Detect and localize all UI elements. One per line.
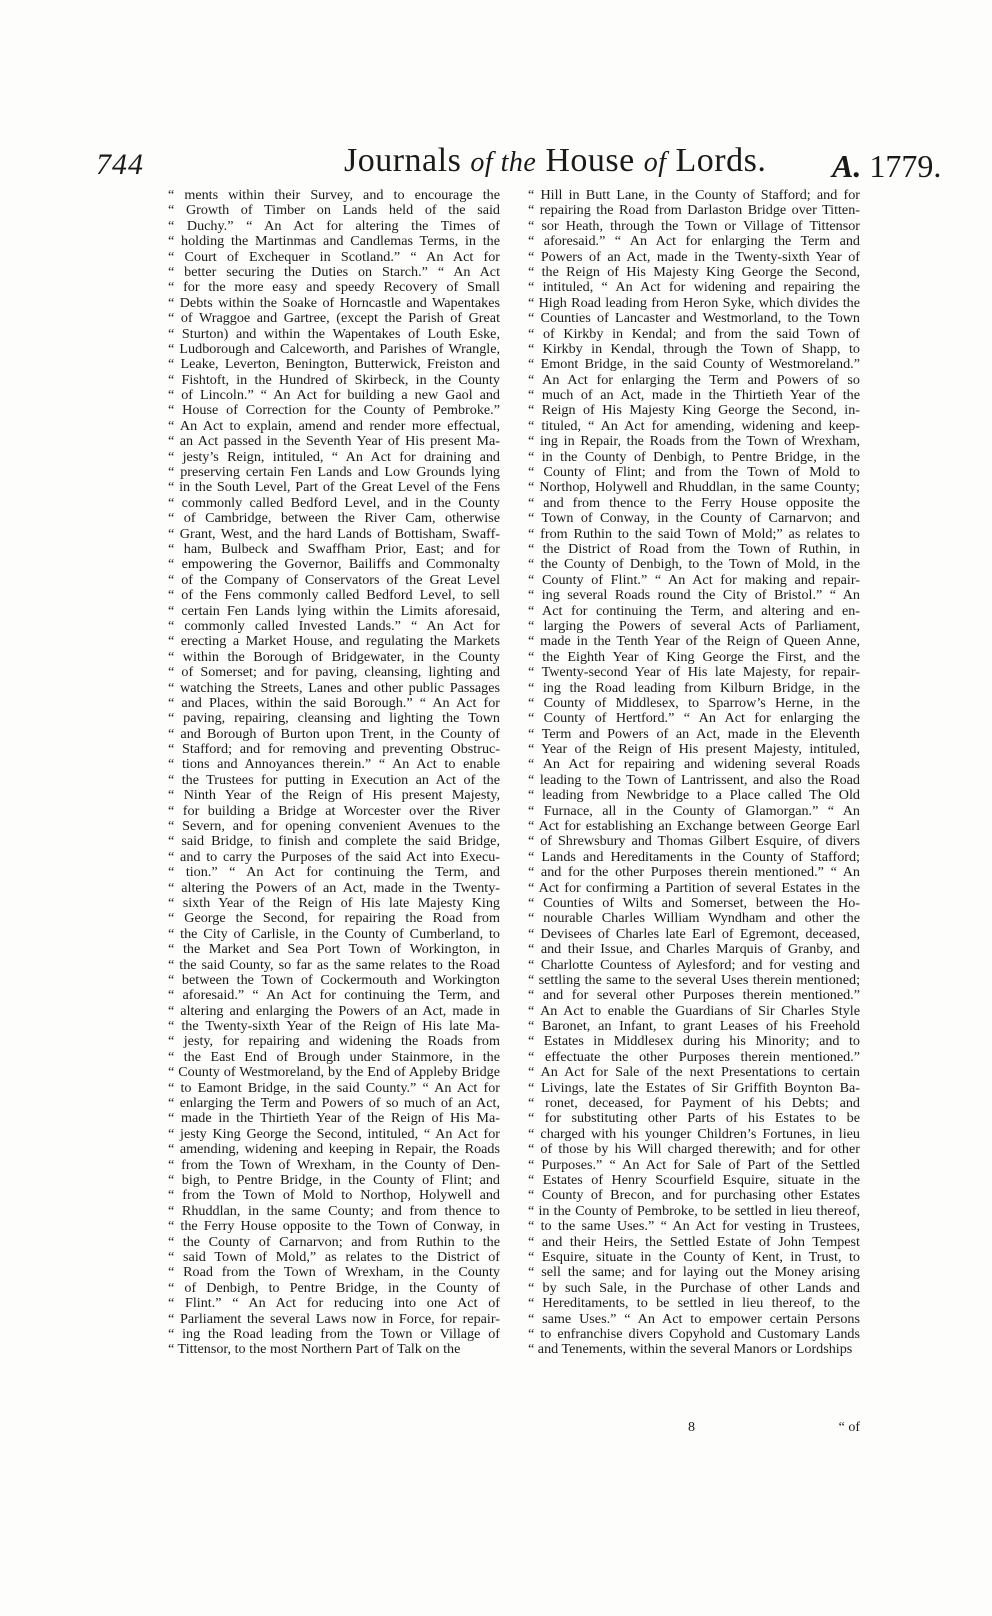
text-line: “ in the South Level, Part of the Great Level of the Fens [168, 480, 500, 496]
text-line: “ Estates in Middlesex during his Minority; and to [528, 1034, 860, 1050]
text-line: “ Road from the Town of Wrexham, in the County [168, 1265, 500, 1281]
title-part: of the [470, 147, 537, 178]
text-line: “ nourable Charles William Wyndham and other the [528, 911, 860, 927]
text-line: “ the District of Road from the Town of Ruthin, in [528, 541, 860, 557]
text-line: “ aforesaid.” “ An Act for continuing the Term, and [168, 988, 500, 1004]
text-line: “ and Places, within the said Borough.” “ An Act for [168, 695, 500, 711]
text-line: “ watching the Streets, Lanes and other public Passages [168, 680, 500, 696]
text-line: “ Town of Conway, in the County of Carnarvon; and [528, 511, 860, 527]
text-line: “ jesty, for repairing and widening the Roads from [168, 1034, 500, 1050]
text-line: “ commonly called Invested Lands.” “ An Act for [168, 618, 500, 634]
text-line: “ the Trustees for putting in Execution an Act of the [168, 772, 500, 788]
text-line: “ Court of Exchequer in Scotland.” “ An Act for [168, 249, 500, 265]
year-value: 1779. [869, 148, 942, 184]
catchword: “ of [838, 1420, 860, 1435]
text-line: “ ing the Road leading from the Town or Village of [168, 1326, 500, 1342]
text-line: “ An Act to enable the Guardians of Sir Charles Style [528, 1003, 860, 1019]
text-line: “ Estates of Henry Scourfield Esquire, situate in the [528, 1173, 860, 1188]
text-line: “ Devisees of Charles late Earl of Egremont, deceased, [528, 926, 860, 942]
text-line: “ aforesaid.” “ An Act for enlarging the Term and [528, 234, 860, 250]
text-line: “ Growth of Timber on Lands held of the said [168, 203, 500, 219]
page-header [96, 142, 956, 192]
text-line: “ Northop, Holywell and Rhuddlan, in the same County; [528, 480, 860, 496]
text-line: “ Purposes.” “ An Act for Sale of Part of the Settled [528, 1157, 860, 1173]
text-line: “ Year of the Reign of His present Majesty, intituled, [528, 742, 860, 758]
text-line: “ of Wraggoe and Gartree, (except the Parish of Great [168, 311, 500, 327]
text-line: “ Ludborough and Calceworth, and Parishes of Wrangle, [168, 341, 500, 357]
text-line: “ said Town of Mold,” as relates to the District of [168, 1249, 500, 1265]
text-line: “ in the County of Denbigh, to Pentre Bridge, in the [528, 449, 860, 465]
text-line: “ an Act passed in the Seventh Year of His present Ma- [168, 434, 500, 450]
text-line: “ Severn, and for opening convenient Avenues to the [168, 819, 500, 835]
text-line: “ intituled, “ An Act for widening and repairing the [528, 280, 860, 296]
text-line: “ tituled, “ An Act for amending, widening and keep- [528, 418, 860, 434]
running-title [344, 142, 766, 180]
text-line: “ within the Borough of Bridgewater, in the County [168, 649, 500, 665]
text-line: “ the County of Denbigh, to the Town of Mold, in the [528, 557, 860, 573]
text-line: “ Rhuddlan, in the same County; and from thence to [168, 1203, 500, 1219]
text-line: “ preserving certain Fen Lands and Low Grounds lying [168, 465, 500, 481]
text-line: “ leading from Newbridge to a Place called The Old [528, 788, 860, 804]
text-line: “ An Act to explain, amend and render more effectual, [168, 418, 500, 434]
title-part: of [643, 147, 667, 178]
text-line: “ Term and Powers of an Act, made in the Eleventh [528, 726, 860, 742]
text-line: “ effectuate the other Purposes therein mentioned.” [528, 1049, 860, 1065]
text-line: “ sixth Year of the Reign of His late Majesty King [168, 895, 500, 911]
text-line: “ to the same Uses.” “ An Act for vesting in Trustees, [528, 1219, 860, 1235]
right-column [528, 188, 860, 1358]
text-line: “ the Reign of His Majesty King George the Second, [528, 264, 860, 280]
text-line: “ repairing the Road from Darlaston Bridge over Titten- [528, 203, 860, 219]
text-line: “ Counties of Lancaster and Westmorland, to the Town [528, 311, 860, 327]
text-line: “ and their Heirs, the Settled Estate of John Tempest [528, 1234, 860, 1250]
text-line: “ Act for continuing the Term, and altering and en- [528, 603, 860, 619]
text-line: “ Hereditaments, to be settled in lieu thereof, to the [528, 1296, 860, 1312]
text-line: “ from the Town of Mold to Northop, Holywell and [168, 1188, 500, 1204]
text-line: “ and for several other Purposes therein mentioned.” [528, 988, 860, 1004]
text-line: “ for building a Bridge at Worcester over the River [168, 803, 500, 819]
text-line: “ from the Town of Wrexham, in the County of Den- [168, 1157, 500, 1173]
text-line: “ County of Westmoreland, by the End of Appleby Bridge [168, 1065, 500, 1081]
text-line: “ said Bridge, to finish and complete the said Bridge, [168, 834, 500, 850]
text-line: “ Ninth Year of the Reign of His present Majesty, [168, 788, 500, 804]
text-line: “ sell the same; and for laying out the Money arising [528, 1265, 860, 1281]
text-line: “ charged with his younger Children’s Fortunes, in lieu [528, 1126, 860, 1142]
text-line: “ Tittensor, to the most Northern Part of Talk on the [168, 1342, 461, 1358]
text-line: “ to Eamont Bridge, in the said County.” “ An Act for [168, 1080, 500, 1096]
text-line: “ Flint.” “ An Act for reducing into one Act of [168, 1296, 500, 1312]
text-line: “ Furnace, all in the County of Glamorgan.” “ An [528, 803, 860, 819]
text-line: “ ham, Bulbeck and Swaffham Prior, East; and for [168, 541, 500, 557]
text-line: “ from Ruthin to the said Town of Mold;” as relates to [528, 526, 860, 542]
text-line: “ High Road leading from Heron Syke, which divides the [528, 295, 860, 311]
left-column [168, 188, 500, 1358]
text-line: “ Emont Bridge, in the said County of Westmoreland.” [528, 357, 860, 373]
text-line: “ of Somerset; and for paving, cleansing, lighting and [168, 665, 500, 681]
page-number: 744 [96, 148, 144, 181]
text-line: “ An Act for repairing and widening several Roads [528, 757, 860, 773]
text-line: “ Stafford; and for removing and preventing Obstruc- [168, 742, 500, 758]
text-line: “ and their Issue, and Charles Marquis of Granby, and [528, 942, 860, 958]
text-line: “ Kirkby in Kendal, through the Town of Shapp, to [528, 341, 860, 357]
text-line: “ County of Flint; and from the Town of Mold to [528, 465, 860, 481]
text-line: “ of the Fens commonly called Bedford Level, to sell [168, 588, 500, 604]
text-line: “ and to carry the Purposes of the said Act into Execu- [168, 849, 500, 865]
text-line: “ Counties of Wilts and Somerset, between the Ho- [528, 895, 860, 911]
text-line: “ tions and Annoyances therein.” “ An Act to enable [168, 757, 500, 773]
text-line: “ of the Company of Conservators of the Great Level [168, 572, 500, 588]
text-line: “ the said County, so far as the same relates to the Road [168, 957, 500, 973]
text-line: “ ments within their Survey, and to encourage the [168, 188, 500, 203]
text-line: “ holding the Martinmas and Candlemas Terms, in the [168, 234, 500, 250]
text-line: “ the Market and Sea Port Town of Workington, in [168, 942, 500, 958]
text-line: “ better securing the Duties on Starch.” “ An Act [168, 264, 500, 280]
text-line: “ jesty King George the Second, intituled, “ An Act for [168, 1126, 500, 1142]
text-line: “ ing the Road leading from Kilburn Bridge, in the [528, 680, 860, 696]
text-line: “ Fishtoft, in the Hundred of Skirbeck, in the County [168, 372, 500, 388]
signature-mark: 8 [688, 1420, 695, 1435]
text-line: “ the East End of Brough under Stainmore, in the [168, 1049, 500, 1065]
text-line: “ Livings, late the Estates of Sir Griffith Boynton Ba- [528, 1080, 860, 1096]
text-line: “ and from thence to the Ferry House opposite the [528, 495, 860, 511]
text-line: “ ronet, deceased, for Payment of his Debts; and [528, 1096, 860, 1112]
text-line: “ Leake, Leverton, Benington, Butterwick, Freiston and [168, 357, 500, 373]
text-line: “ Twenty-second Year of His late Majesty, for repair- [528, 665, 860, 681]
text-line: “ bigh, to Pentre Bridge, in the County of Flint; and [168, 1173, 500, 1188]
text-line: “ in the County of Pembroke, to be settled in lieu thereof, [528, 1203, 860, 1219]
text-line: “ and Borough of Burton upon Trent, in the County of [168, 726, 500, 742]
text-line: “ by such Sale, in the Purchase of other Lands and [528, 1280, 860, 1296]
text-line: “ Debts within the Soake of Horncastle and Wapentakes [168, 295, 500, 311]
text-line: “ much of an Act, made in the Thirtieth Year of the [528, 388, 860, 404]
text-line: “ jesty’s Reign, intituled, “ An Act for draining and [168, 449, 500, 465]
text-line: “ the City of Carlisle, in the County of Cumberland, to [168, 926, 500, 942]
text-line: “ and Tenements, within the several Manors or Lordships [528, 1342, 853, 1358]
text-line: “ House of Correction for the County of Pembroke.” [168, 403, 500, 419]
text-line: “ of Kirkby in Kendal; and from the said Town of [528, 326, 860, 342]
text-line: “ County of Flint.” “ An Act for making and repair- [528, 572, 860, 588]
text-line: “ amending, widening and keeping in Repair, the Roads [168, 1142, 500, 1158]
text-line: “ to enfranchise divers Copyhold and Customary Lands [528, 1326, 860, 1342]
title-part: Journals [344, 142, 471, 179]
text-line: “ Powers of an Act, made in the Twenty-sixth Year of [528, 249, 860, 265]
text-line: “ the Ferry House opposite to the Town of Conway, in [168, 1219, 500, 1235]
text-line: “ Lands and Hereditaments in the County of Stafford; [528, 849, 860, 865]
text-line: “ George the Second, for repairing the Road from [168, 911, 500, 927]
text-line: “ tion.” “ An Act for continuing the Term, and [168, 865, 500, 881]
text-line: “ and for the other Purposes therein mentioned.” “ An [528, 865, 860, 881]
page-footer [528, 1420, 860, 1440]
text-line: “ commonly called Bedford Level, and in the County [168, 495, 500, 511]
text-line: “ Parliament the several Laws now in Force, for repair- [168, 1311, 500, 1327]
text-line: “ Grant, West, and the hard Lands of Bottisham, Swaff- [168, 526, 500, 542]
text-line: “ the Twenty-sixth Year of the Reign of His late Ma- [168, 1019, 500, 1035]
text-line: “ of Shrewsbury and Thomas Gilbert Esquire, of divers [528, 834, 860, 850]
text-line: “ Duchy.” “ An Act for altering the Times of [168, 218, 500, 234]
text-line: “ settling the same to the several Uses therein mentioned; [528, 972, 860, 988]
title-part: House [536, 142, 644, 179]
text-line: “ Reign of His Majesty King George the Second, in- [528, 403, 860, 419]
text-line: “ same Uses.” “ An Act to empower certain Persons [528, 1311, 860, 1327]
text-line: “ the County of Carnarvon; and from Ruthin to the [168, 1234, 500, 1250]
text-line: “ of Cambridge, between the River Cam, otherwise [168, 511, 500, 527]
year-letter: A. [832, 148, 862, 184]
text-line: “ County of Middlesex, to Sparrow’s Herne, in the [528, 695, 860, 711]
text-line: “ Esquire, situate in the County of Kent, in Trust, to [528, 1249, 860, 1265]
text-line: “ County of Brecon, and for purchasing other Estates [528, 1188, 860, 1204]
text-line: “ Charlotte Countess of Aylesford; and for vesting and [528, 957, 860, 973]
text-line: “ larging the Powers of several Acts of Parliament, [528, 618, 860, 634]
title-part: Lords. [666, 142, 767, 179]
text-line: “ certain Fen Lands lying within the Limits aforesaid, [168, 603, 500, 619]
text-line: “ of Denbigh, to Pentre Bridge, in the County of [168, 1280, 500, 1296]
text-line: “ Act for confirming a Partition of several Estates in the [528, 880, 860, 896]
text-line: “ Baronet, an Infant, to grant Leases of his Freehold [528, 1019, 860, 1035]
text-line: “ made in the Thirtieth Year of the Reign of His Ma- [168, 1111, 500, 1127]
text-line: “ between the Town of Cockermouth and Workington [168, 972, 500, 988]
text-line: “ altering the Powers of an Act, made in the Twenty- [168, 880, 500, 896]
text-line: “ County of Hertford.” “ An Act for enlarging the [528, 711, 860, 727]
year-label [832, 148, 941, 185]
text-line: “ erecting a Market House, and regulating the Markets [168, 634, 500, 650]
text-line: “ of Lincoln.” “ An Act for building a new Gaol and [168, 388, 500, 404]
text-line: “ altering and enlarging the Powers of an Act, made in [168, 1003, 500, 1019]
text-line: “ for substituting other Parts of his Estates to be [528, 1111, 860, 1127]
text-line: “ for the more easy and speedy Recovery of Small [168, 280, 500, 296]
text-line: “ of those by his Will charged therewith; and for other [528, 1142, 860, 1158]
text-line: “ An Act for Sale of the next Presentations to certain [528, 1065, 860, 1081]
text-line: “ enlarging the Term and Powers of so much of an Act, [168, 1096, 500, 1112]
text-line: “ leading to the Town of Lantrissent, and also the Road [528, 772, 860, 788]
text-line: “ paving, repairing, cleansing and lighting the Town [168, 711, 500, 727]
text-line: “ the Eighth Year of King George the First, and the [528, 649, 860, 665]
text-line: “ An Act for enlarging the Term and Powers of so [528, 372, 860, 388]
text-line: “ ing in Repair, the Roads from the Town of Wrexham, [528, 434, 860, 450]
text-line: “ made in the Tenth Year of the Reign of Queen Anne, [528, 634, 860, 650]
text-line: “ Hill in Butt Lane, in the County of Stafford; and for [528, 188, 860, 203]
text-line: “ Sturton) and within the Wapentakes of Louth Eske, [168, 326, 500, 342]
text-line: “ sor Heath, through the Town or Village of Tittensor [528, 218, 860, 234]
text-line: “ empowering the Governor, Bailiffs and Commonalty [168, 557, 500, 573]
text-line: “ Act for establishing an Exchange between George Earl [528, 819, 860, 835]
text-line: “ ing several Roads round the City of Bristol.” “ An [528, 588, 860, 604]
